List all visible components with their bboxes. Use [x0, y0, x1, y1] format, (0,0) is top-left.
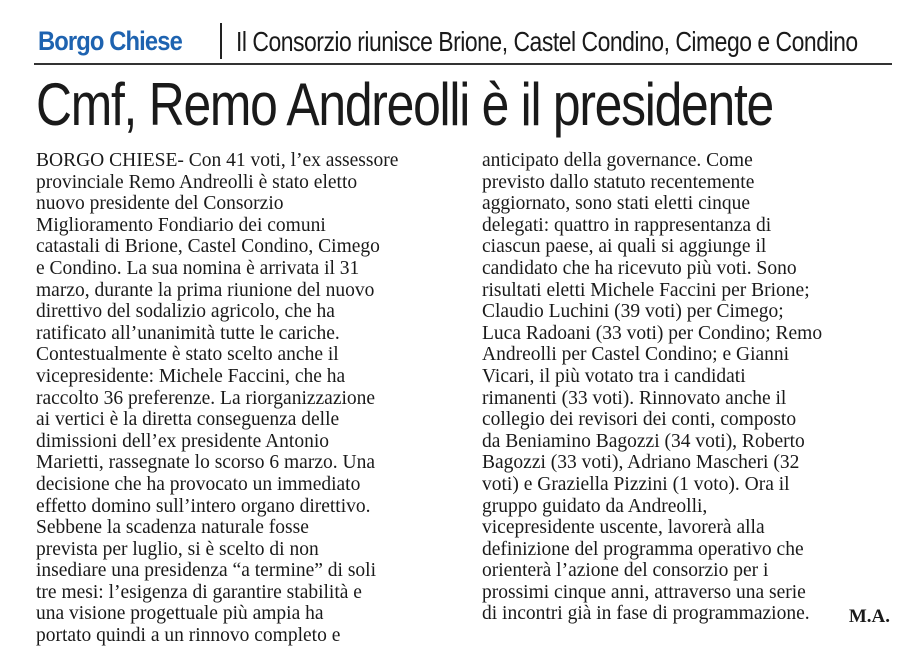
article-column-left: BORGO CHIESE- Con 41 voti, l’ex assessore provinciale Remo Andreolli è stato eletto nuovo presidente del Consorzio Miglioramento Fondiario dei comuni catastali di Brione, Castel Condino, Cimego e Condino. La sua nomina è arrivata il 31 marzo, durante la prima riunione del nuovo direttivo del sodalizio agricolo, che ha ratificato all’unanimità tutte le cariche. Contestualmente è stato scelto anche il vicepresidente: Michele Faccini, che ha raccolto 36 preferenze. La riorganizzazione ai vertici è la diretta conseguenza delle dimissioni dell’ex presidente Antonio Marietti, rassegnate lo scorso 6 marzo. Una decisione che ha provocato un immediato effetto domino sull’intero organo direttivo. Sebbene la scadenza naturale fosse prevista per luglio, si è scelto di non insediare una presidenza “a termine” di soli tre mesi: l’esigenza di garantire stabilità e una visione progettuale più ampia ha portato quindi a un rinnovo completo e [36, 150, 399, 647]
kicker-text: Il Consorzio riunisce Brione, Castel Condino, Cimego e Condino [236, 26, 858, 57]
article-column-right: anticipato della governance. Come previsto dallo statuto recentemente aggiornato, sono stati eletti cinque delegati: quattro in rappresentanza di ciascun paese, ai quali si aggiunge il candidato che ha ricevuto più voti. Sono risultati eletti Michele Faccini per Brione; Claudio Luchini (39 voti) per Cimego; Luca Radoani (33 voti) per Condino; Remo Andreolli per Castel Condino; e Gianni Vicari, il più votato tra i candidati rimanenti (33 voti). Rinnovato anche il collegio dei revisori dei conti, composto da Beniamino Bagozzi (34 voti), Roberto Bagozzi (33 voti), Adriano Mascheri (32 voti) e Graziella Pizzini (1 voto). Ora il gruppo guidato da Andreolli, vicepresidente uscente, lavorerà alla definizione del programma operativo che orienterà l’azione del consorzio per i prossimi cinque anni, attraverso una serie di incontri già in fase di programmazione. [482, 150, 823, 625]
headline: Cmf, Remo Andreolli è il presidente [36, 71, 773, 138]
section-label: Borgo Chiese [38, 26, 182, 56]
author-signature: M.A. [848, 606, 890, 627]
headline-rule [34, 63, 892, 65]
kicker-bar [34, 20, 892, 64]
kicker-divider [220, 23, 222, 59]
